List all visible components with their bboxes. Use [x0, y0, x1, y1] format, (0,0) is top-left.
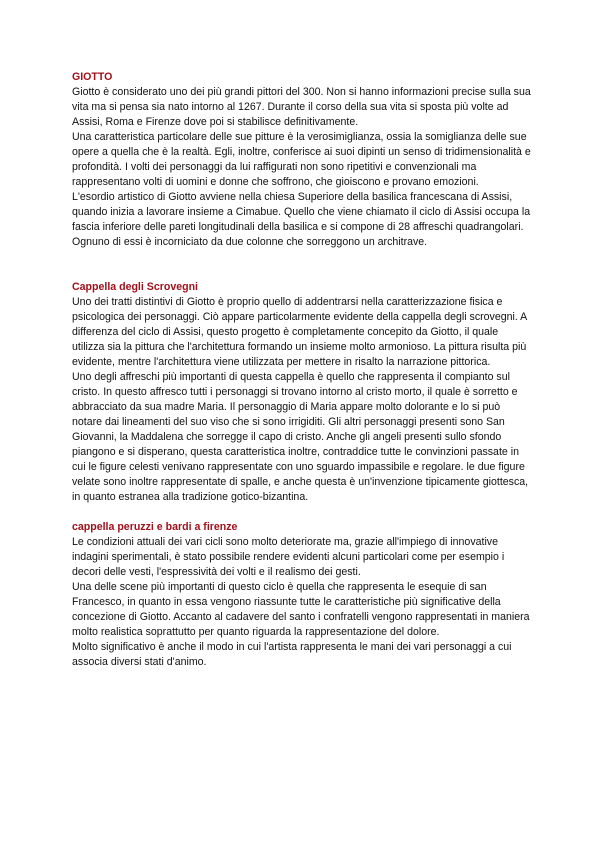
section-giotto — [72, 70, 532, 250]
paragraph: Uno degli affreschi più importanti di questa cappella è quello che rappresenta il compianto sul cristo. In questo affresco tutti i personaggi si trovano intorno al cristo morto, il quale è sorretto e abbracciato da sua madre Maria. Il personaggio di Maria appare molto dolorante e lo si può notare dai lineamenti del suo viso che si sono irrigiditi. Gli altri personaggi presenti sono San Giovanni, la Maddalena che sorregge il capo di cristo. Anche gli angeli presenti sullo sfondo piangono e si disperano, questa caratteristica inoltre, contraddice tutte le convinzioni passate in cui le figure celesti venivano rappresentate con uno sguardo impassibile e regolare. le due figure velate sono inoltre rappresentate di spalle, e anche questa è un'invenzione tipicamente giottesca, in quanto estranea alla tradizione gotico-bizantina. — [72, 371, 529, 503]
section-title: GIOTTO — [72, 71, 113, 83]
paragraph: Giotto è considerato uno dei più grandi pittori del 300. Non si hanno informazioni precise sulla sua vita ma si pensa sia nato intorno al 1267. Durante il corso della sua vita si sposta più volte ad Assisi, Roma e Firenze dove poi si stabilisce definitivamente. — [72, 86, 531, 128]
paragraph: Una caratteristica particolare delle sue pitture è la verosimiglianza, ossia la somiglianza delle sue opere a quella che è la realtà. Egli, inoltre, conferisce ai suoi dipinti un senso di tridimensionalità e profondità. I volti dei personaggi da lui raffigurati non sono ripetitivi e convenzionali ma rappresentano volti di uomini e donne che soffrono, che gioiscono e provano emozioni. — [72, 131, 531, 188]
section-cappella-peruzzi-bardi — [72, 520, 532, 670]
section-spacer — [72, 505, 532, 520]
paragraph: L'esordio artistico di Giotto avviene nella chiesa Superiore della basilica francescana di Assisi, quando inizia a lavorare insieme a Cimabue. Quello che viene chiamato il ciclo di Assisi occupa la fascia inferiore delle pareti longitudinali della basilica e si compone di 28 affreschi quadrangolari. Ognuno di essi è incorniciato da due colonne che sorreggono un architrave. — [72, 191, 531, 248]
paragraph: Le condizioni attuali dei vari cicli sono molto deteriorate ma, grazie all'impiego di innovative indagini sperimentali, è stato possibile rendere evidenti alcuni particolari come per esempio i decori delle vesti, l'espressività dei volti e il realismo dei gesti. — [72, 536, 505, 578]
section-title: Cappella degli Scrovegni — [72, 281, 198, 293]
section-title: cappella peruzzi e bardi a firenze — [72, 521, 238, 533]
document-body — [72, 70, 532, 670]
section-spacer — [72, 250, 532, 280]
section-cappella-scrovegni — [72, 280, 532, 505]
paragraph: Uno dei tratti distintivi di Giotto è proprio quello di addentrarsi nella caratterizzazione fisica e psicologica dei personaggi. Ciò appare particolarmente evidente della cappella degli scrovegni. A differenza del ciclo di Assisi, questo progetto è completamente concepito da Giotto, il quale utilizza sia la pittura che l'architettura formando un insieme molto armonioso. La pittura risulta più evidente, mentre l'architettura viene utilizzata per mettere in risalto la narrazione pittorica. — [72, 296, 527, 368]
paragraph: Una delle scene più importanti di questo ciclo è quella che rappresenta le esequie di san Francesco, in quanto in essa vengono riassunte tutte le caratteristiche più significative della concezione di Giotto. Accanto al cadavere del santo i confratelli vengono rappresentati in maniera molto realistica soprattutto per quanto riguarda la rappresentazione del dolore. — [72, 581, 530, 638]
paragraph: Molto significativo è anche il modo in cui l'artista rappresenta le mani dei vari personaggi a cui associa diversi stati d'animo. — [72, 641, 512, 668]
